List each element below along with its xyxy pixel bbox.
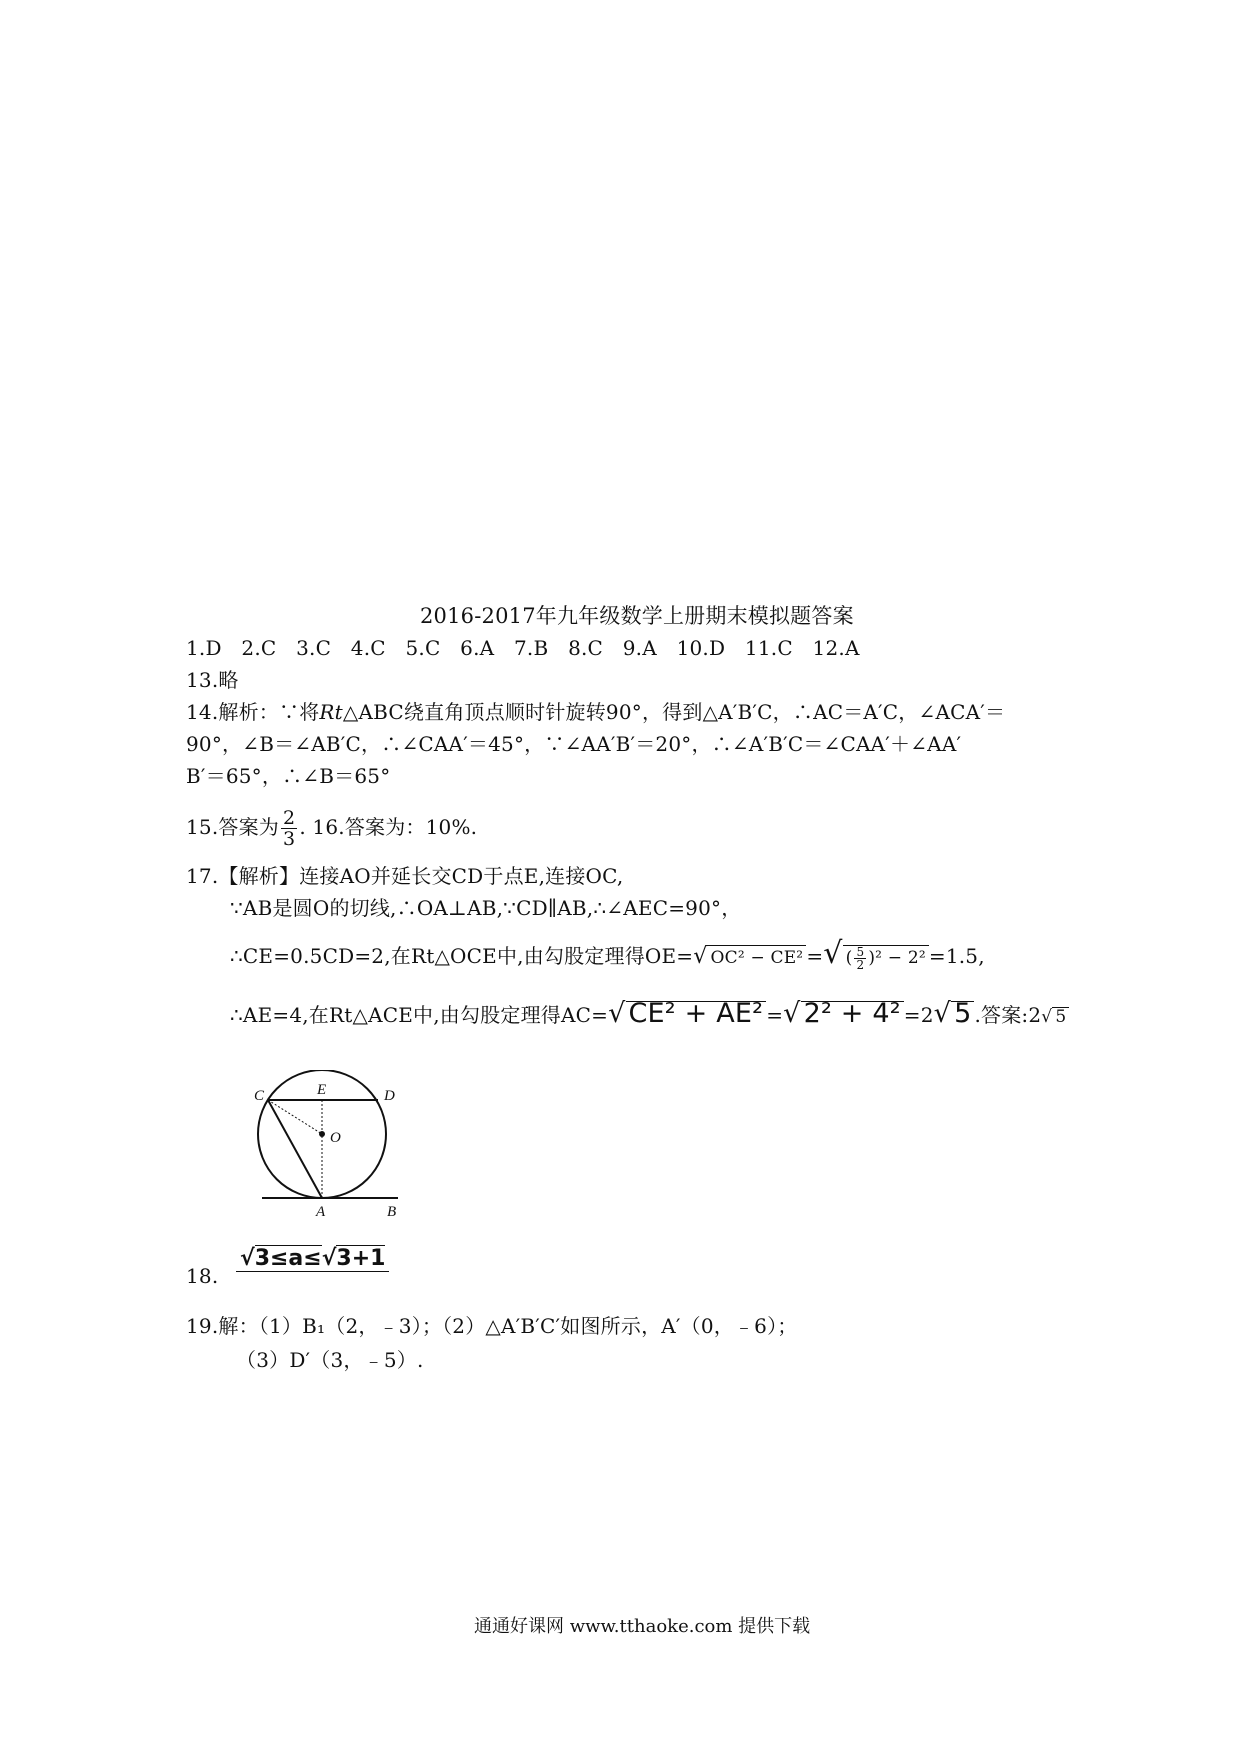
label-d: D — [384, 1088, 395, 1104]
answer-item: 9.A — [622, 636, 657, 660]
label-a: A — [316, 1204, 326, 1220]
sqrt-icon: √ — [783, 998, 801, 1029]
fraction-numerator: 5 — [856, 945, 865, 959]
answer-item: 4.C — [350, 636, 386, 660]
answer-item: 7.B — [513, 636, 549, 660]
q17-line4 — [230, 1000, 1069, 1031]
page-footer: 通通好课网 www.tthaoke.com 提供下载 — [474, 1616, 811, 1637]
q15-16-line — [186, 808, 477, 849]
q17-l4-eq2: =2 — [903, 1003, 934, 1027]
sqrt-icon: √ — [933, 998, 952, 1029]
segment-ca — [268, 1100, 322, 1198]
q17-l4-prefix: ∴AE=4,在Rt△ACE中,由勾股定理得AC= — [230, 1003, 609, 1027]
answer-item: 10.D — [676, 636, 726, 660]
q17-sqrt-2-4: 2² + 4² — [801, 1001, 904, 1026]
q17-l4-tail: .答案:2 — [974, 1003, 1042, 1027]
q17-l3-result: =1.5, — [928, 944, 985, 968]
q17-frac-5-2 — [854, 946, 866, 971]
label-e: E — [317, 1082, 327, 1098]
q19-line2: （3）D′（3，﹣5）. — [236, 1348, 424, 1372]
label-o: O — [330, 1130, 341, 1146]
q19-line1: 19.解：（1）B₁（2，﹣3）；（2）△A′B′C′如图所示，A′（0，﹣6）； — [186, 1314, 798, 1338]
sqrt-icon: √ — [240, 1246, 255, 1271]
q17-line2: ∵AB是圆O的切线,∴OA⊥AB,∵CD∥AB,∴∠AEC=90°， — [230, 896, 742, 920]
q15-fraction — [281, 808, 297, 849]
q14-line3: B′＝65°，∴∠B＝65° — [186, 764, 391, 788]
q18-upper: 3+1 — [336, 1246, 386, 1271]
answers-1-12 — [186, 634, 860, 662]
answer-item: 12.A — [812, 636, 860, 660]
fraction-numerator: 2 — [283, 807, 296, 829]
q14-line1 — [186, 698, 1005, 726]
answer-item: 11.C — [744, 636, 793, 660]
q17-sqrt-oc-ce: OC² − CE² — [707, 945, 806, 970]
q14-rt: Rt — [319, 700, 343, 724]
q18-line — [186, 1262, 218, 1290]
answer-item: 5.C — [405, 636, 441, 660]
q17-sqrt-ce-ae: CE² + AE² — [626, 1001, 767, 1026]
answer-item: 6.A — [460, 636, 495, 660]
label-b: B — [387, 1204, 397, 1220]
answer-item: 8.C — [568, 636, 604, 660]
q14-rest: △ABC绕直角顶点顺时针旋转90°，得到△A′B′C，∴AC＝A′C，∠ACA′＝ — [342, 700, 1006, 724]
sqrt-icon: √ — [823, 936, 843, 971]
answer-item: 1.D — [186, 636, 222, 660]
sqrt-icon: √ — [1041, 1007, 1053, 1027]
answer-item: 3.C — [296, 636, 332, 660]
q18-number: 18. — [186, 1264, 219, 1288]
circle-figure — [250, 1070, 420, 1220]
q17-sqrt-frac: ( $\frac{5}{2}$ )² − 2² — [843, 945, 929, 971]
q14-line2: 90°，∠B＝∠AB′C，∴∠CAA′＝45°，∵∠AA′B′＝20°，∴∠A′B′C＝∠CAA′＋∠AA′ — [186, 732, 962, 756]
q17-sq-rest: ² − 2² — [875, 948, 926, 968]
sqrt-icon: √ — [321, 1246, 337, 1271]
fraction-denominator: 3 — [283, 828, 296, 850]
q17-sqrt-5-small: 5 — [1052, 1007, 1069, 1026]
q17-line3 — [230, 936, 985, 972]
label-c: C — [254, 1088, 265, 1104]
answer-item: 2.C — [241, 636, 277, 660]
sqrt-icon: √ — [608, 998, 626, 1029]
q16-answer: . 16.答案为：10%. — [299, 815, 478, 839]
q18-answer-text — [236, 1246, 389, 1272]
q17-l3-prefix: ∴CE=0.5CD=2,在Rt△OCE中,由勾股定理得OE= — [230, 944, 694, 968]
q17-l4-eq: = — [766, 1003, 784, 1027]
sqrt-icon: √ — [693, 944, 708, 969]
q14-prefix: 14.解析：∵将 — [186, 700, 320, 724]
q17-sqrt-5: 5 — [951, 1001, 974, 1026]
center-point — [319, 1131, 325, 1137]
q13-answer: 13.略 — [186, 668, 239, 692]
q17-l3-eq: = — [806, 944, 824, 968]
q15-prefix: 15.答案为 — [186, 815, 280, 839]
fraction-denominator: 2 — [856, 958, 865, 972]
q18-answer — [236, 1246, 389, 1271]
q18-range: 3≤a≤ — [254, 1246, 322, 1271]
page-title: 2016-2017年九年级数学上册期末模拟题答案 — [420, 604, 854, 628]
segment-co-dotted — [268, 1100, 322, 1134]
q17-line1: 17.【解析】连接AO并延长交CD于点E,连接OC, — [186, 864, 624, 888]
